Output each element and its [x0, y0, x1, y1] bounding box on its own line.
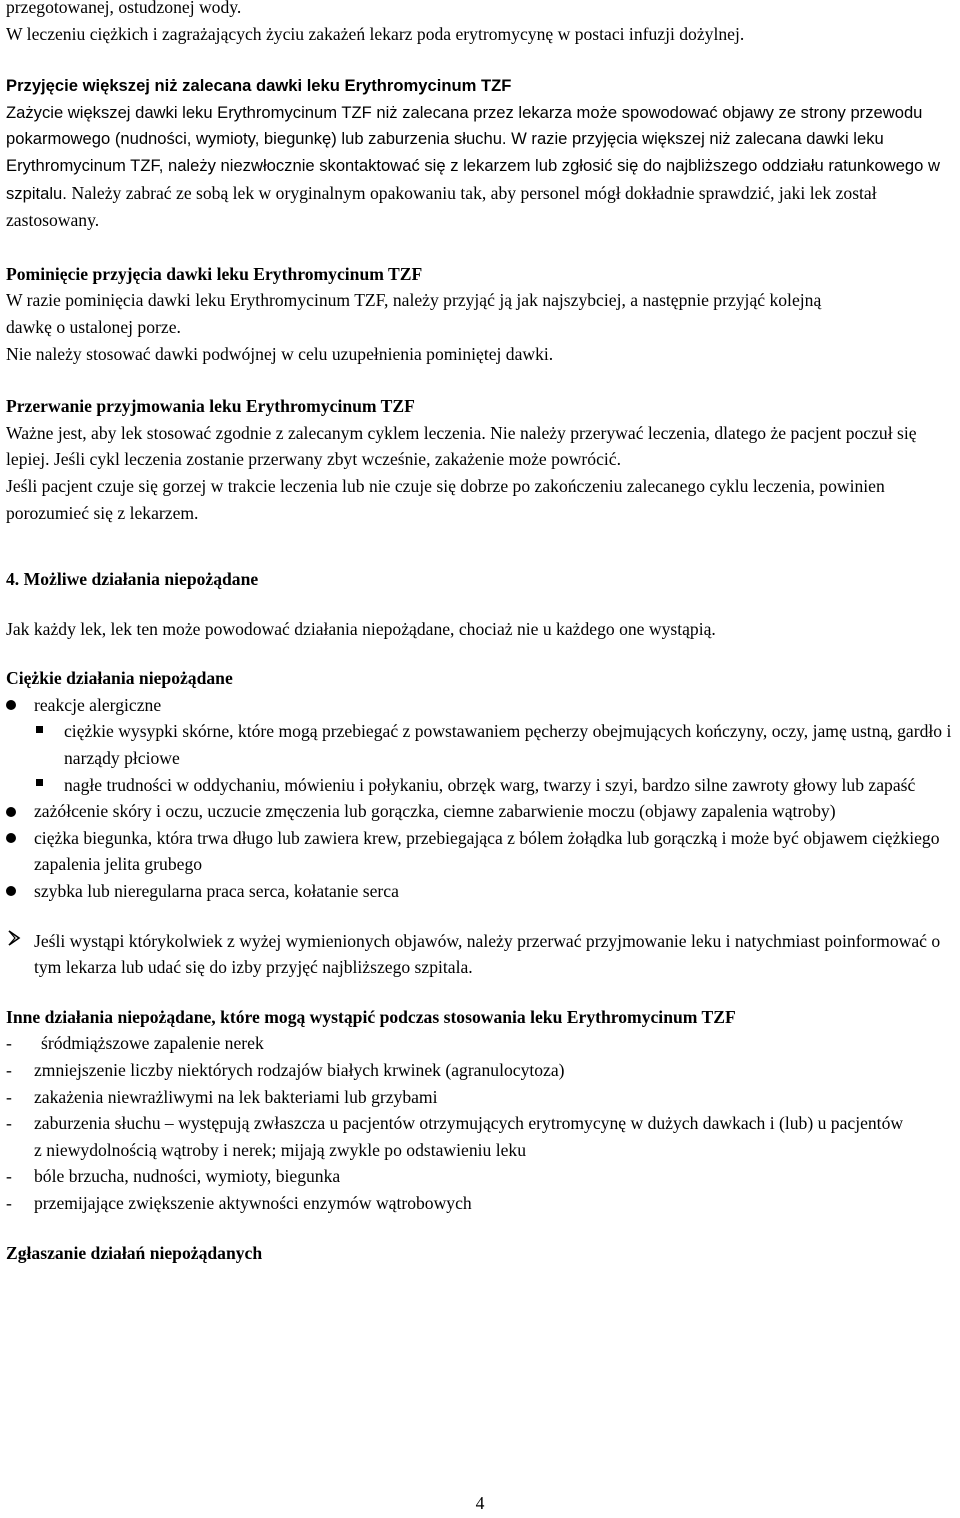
other-effect-text: bóle brzucha, nudności, wymioty, biegunka — [34, 1166, 341, 1187]
stopping-p1: Ważne jest, aby lek stosować zgodnie z zalecanym cyklem leczenia. Nie należy przerywać leczenia, dlatego że pacjent poczuł się lepiej. Jeśli cykl leczenia zostanie przerwany zbyt wcześnie, zakażenie może powrócić. — [6, 422, 917, 470]
overdose-heading: Przyjęcie większej niż zalecana dawki leku Erythromycinum TZF — [6, 76, 512, 96]
other-effect-item: - bóle brzucha, nudności, wymioty, biegunka — [6, 1166, 341, 1187]
stopping-heading: Przerwanie przyjmowania leku Erythromycinum TZF — [6, 396, 415, 417]
other-effect-item: - zaburzenia słuchu – występują zwłaszcza u pacjentów otrzymujących erytromycynę w dużych dawkach i (lub) u pacjentów z niewydolnością wątroby i nerek; mijają zwykle po odstawieniu leku — [6, 1113, 904, 1160]
section-4-intro: Jak każdy lek, lek ten może powodować działania niepożądane, chociaż nie u każdego one wystąpią. — [6, 618, 716, 639]
serious-item-text: ciężka biegunka, która trwa długo lub zawiera krew, przebiegająca z bólem żołądka lub gorączką i może być objawem ciężkiego zapalenia jelita grubego — [34, 827, 940, 875]
serious-item — [6, 798, 914, 825]
overdose-body-main: Zażycie większej dawki leku Erythromycinum TZF niż zalecana przez lekarza może spowodować objawy ze strony przewodu pokarmowego (nudności, wymioty, biegunkę) lub zaburzenia słuchu. W razie przyjęcia większej niż zalecana dawki leku Erythromycinum TZF, należy niezwłocznie skontaktować się z lekarzem lub zgłosić się do najbliższego oddziału ratunkowego w szpitalu. — [6, 102, 940, 203]
missed-dose-p1: W razie pominięcia dawki leku Erythromycinum TZF, należy przyjąć ją jak najszybciej, a następnie przyjąć kolejną dawkę o ustalonej porze. — [6, 290, 822, 337]
bullet-square-icon — [36, 718, 56, 745]
serious-effects-heading: Ciężkie działania niepożądane — [6, 668, 233, 689]
allergic-subitem — [6, 718, 958, 771]
other-effect-item: - zakażenia niewrażliwymi na lek bakteriami lub grzybami — [6, 1086, 438, 1107]
other-effect-text: zmniejszenie liczby niektórych rodzajów białych krwinek (agranulocytoza) — [34, 1060, 565, 1080]
other-effects-heading: Inne działania niepożądane, które mogą wystąpić podczas stosowania leku Erythromycinum TZF — [6, 1006, 736, 1027]
page-number: 4 — [475, 1493, 485, 1513]
document-page — [6, 0, 958, 1266]
intro-line-2: W leczeniu ciężkich i zagrażających życiu zakażeń lekarz poda erytromycynę w postaci infuzji dożylnej. — [6, 23, 745, 44]
section-4-title: Możliwe działania niepożądane — [23, 569, 259, 590]
reporting-heading: Zgłaszanie działań niepożądanych — [6, 1242, 263, 1263]
missed-dose-heading: Pominięcie przyjęcia dawki leku Erythromycinum TZF — [6, 263, 423, 284]
serious-item-allergic — [6, 692, 958, 719]
other-effect-text: przemijające zwiększenie aktywności enzymów wątrobowych — [34, 1192, 472, 1213]
other-effect-item: - zmniejszenie liczby niektórych rodzajów białych krwinek (agranulocytoza) — [6, 1060, 565, 1080]
other-effect-text: śródmiąższowe zapalenie nerek — [41, 1033, 264, 1054]
serious-item — [6, 825, 958, 878]
bullet-dot-icon — [6, 692, 28, 719]
other-effect-text: zaburzenia słuchu – występują zwłaszcza u pacjentów otrzymujących erytromycynę w dużych dawkach i (lub) u pacjentów z niewydolnością wątroby i nerek; mijają zwykle po odstawieniu leku — [34, 1113, 904, 1160]
section-4-number: 4. — [6, 569, 20, 590]
intro-line-1: przegotowanej, ostudzonej wody. — [6, 0, 242, 17]
other-effect-text: zakażenia niewrażliwymi na lek bakteriami lub grzybami — [34, 1086, 438, 1107]
serious-item-text: zażółcenie skóry i oczu, uczucie zmęczenia lub gorączka, ciemne zabarwienie moczu (objawy zapalenia wątroby) — [34, 801, 836, 822]
allergic-subitem — [6, 772, 938, 799]
serious-action-text: Jeśli wystąpi którykolwiek z wyżej wymienionych objawów, należy przerwać przyjmowanie leku i natychmiast poinformować o tym lekarza lub udać się do izby przyjęć najbliższego szpitala. — [34, 930, 941, 978]
missed-dose-p2: Nie należy stosować dawki podwójnej w celu uzupełnienia pominiętej dawki. — [6, 343, 554, 364]
section-4-heading — [6, 566, 958, 593]
stopping-p2: Jeśli pacjent czuje się gorzej w trakcie leczenia lub nie czuje się dobrze po zakończeniu zalecanego cyklu leczenia, powinien porozumieć się z lekarzem. — [6, 475, 885, 523]
bullet-dot-icon — [6, 878, 28, 905]
bullet-dot-icon — [6, 825, 28, 852]
bullet-square-icon — [36, 772, 56, 799]
bullet-dot-icon — [6, 798, 28, 825]
overdose-body-tail: Należy zabrać ze sobą lek w oryginalnym opakowaniu tak, aby personel mógł dokładnie sprawdzić, jaki lek został zastosowany. — [6, 182, 877, 231]
overdose-body — [6, 100, 958, 235]
allergic-subitem-text: nagłe trudności w oddychaniu, mówieniu i połykaniu, obrzęk warg, twarzy i szyi, bardzo silne zawroty głowy lub zapaść — [64, 774, 916, 795]
serious-item-allergic-text: reakcje alergiczne — [34, 694, 162, 715]
serious-item — [6, 878, 958, 905]
serious-action — [6, 928, 958, 981]
serious-item-text: szybka lub nieregularna praca serca, kołatanie serca — [34, 881, 399, 902]
other-effect-item: - przemijające zwiększenie aktywności enzymów wątrobowych — [6, 1192, 472, 1213]
allergic-subitem-text: ciężkie wysypki skórne, które mogą przebiegać z powstawaniem pęcherzy obejmujących kończyny, oczy, jamę ustną, gardło i narządy płciowe — [64, 721, 952, 769]
other-effect-item: - śródmiąższowe zapalenie nerek — [6, 1033, 264, 1054]
arrow-right-icon — [6, 928, 22, 956]
